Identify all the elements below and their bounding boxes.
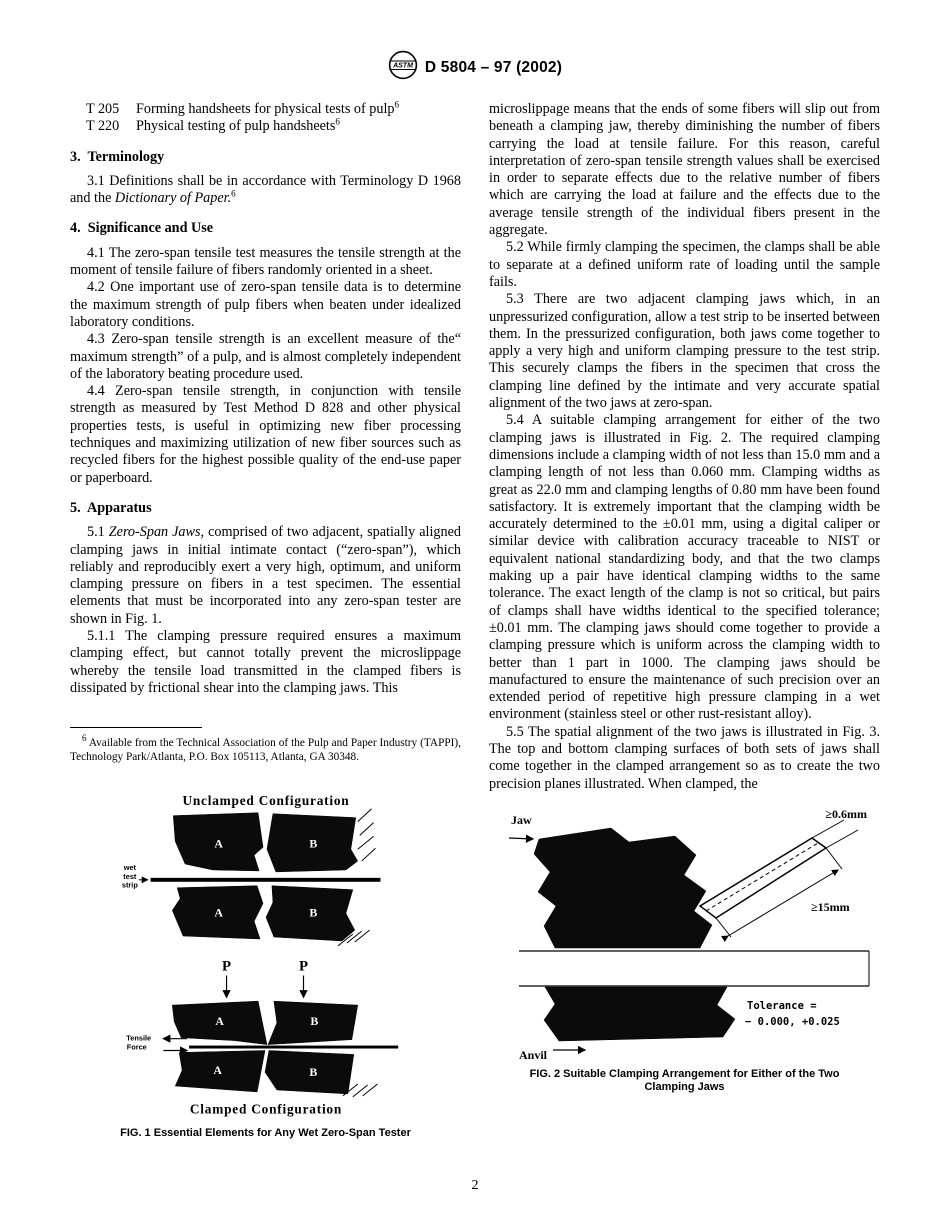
- paragraph-5-1-1: 5.1.1 The clamping pressure required ensures a maximum clamping effect, but cannot totally prevent the microslippage whereby the tensile load transmitted in the clamped fibers is dissipated by frictional shear into the clamping jaws. This: [70, 628, 461, 696]
- figure-1-illustration: [118, 792, 414, 1120]
- pressure-p-label: P: [298, 958, 308, 975]
- jaw-b-label: B: [309, 1014, 318, 1029]
- jaw-body-shape: [534, 828, 712, 948]
- paragraph-5-4: 5.4 A suitable clamping arrangement for either of the two clamping jaws is illustrated in Fig. 2. The required clamping dimensions include a clamping width of not less than 15.0 mm and a clamping length of not less than 0.060 mm. Clamping widths as great as 22.0 mm and clamping lengths of 0.80 mm have been found satisfactory. It is extremely important that the clamping width be accurately determined to the ±0.01 mm, using a digital caliper or similar device with calibration accuracy traceable to NIST or equivalent national standardizing body, and that the two clamps making up a pair have identical clamping widths to the same tolerance. The exact length of the clamp is not so critical, but pairs of clamps shall have widths identical to the specified tolerance; ±0.01 mm. The clamping jaws should come together to provide a clamping pressure which is uniform across the clamping width to better than 1 part in 1000. The clamping jaws should be manufactured to ensure the maintenance of such precision over an extended period of repetitive high pressure clamping in a wet environment (stainless steel or other rust-resistant alloy).: [489, 412, 880, 723]
- jaw-b-label: B: [308, 905, 317, 920]
- document-designation: D 5804 – 97 (2002): [424, 58, 563, 76]
- reference-text: [136, 101, 399, 118]
- figure-2-caption: [489, 1068, 880, 1095]
- jaw-a-label: A: [213, 836, 223, 851]
- two-column-body: [70, 101, 880, 1140]
- paragraph-text: 3.1 Definitions shall be in accordance with Terminology D 1968 and the: [70, 172, 461, 207]
- paragraph-5-1: [70, 524, 461, 628]
- astm-logo-text: ASTM: [392, 62, 413, 70]
- anvil-surface: [519, 951, 869, 986]
- dim-length-label: ≥15mm: [810, 899, 850, 914]
- footnote-marker: 6: [394, 99, 399, 110]
- wet-test-strip: [150, 878, 380, 882]
- footnote-marker: 6: [82, 733, 87, 744]
- right-column: [489, 101, 880, 1140]
- jaw-a-label: A: [212, 1063, 222, 1078]
- unclamped-configuration-label: Unclamped Configuration: [181, 793, 350, 809]
- jaw-callout: [509, 813, 533, 839]
- paragraph-5-1-1-continued: microslippage means that the ends of some fibers will slip out from beneath a clamping jaw, thereby diminishing the number of fibers carrying the load at tensile failure. For this reason, careful interpretation of zero-span tensile strength values shall be exercised in order to separate effects due to the relative number of fibers which are carrying the load at failure and the effects due to the average tensile strength of the individual fibers present in the aggregate.: [489, 101, 880, 239]
- section-4-heading: 4. Significance and Use: [70, 220, 214, 237]
- strip-label-line1: wet: [123, 863, 136, 873]
- paragraph-3-1: [70, 173, 461, 208]
- paragraph-text: , comprised of two adjacent, spatially aligned clamping jaws in initial intimate contact (“zero-span”), which reliably and reproducibly exert a very high, optimum, and uniform clamping pressure on fibers in a test specimen. The essential elements that must be incorporated into any zero-span tester are shown in Fig. 1.: [70, 524, 461, 627]
- anvil-callout: [519, 1048, 585, 1061]
- reference-item-t205: [70, 101, 461, 118]
- section-3-heading: 3. Terminology: [70, 148, 165, 165]
- footnote-divider: [70, 727, 202, 728]
- paragraph-4-3: 4.3 Zero-span tensile strength is an excellent measure of the“ maximum strength” of a pulp, and is almost completely independent of the laboratory beating procedure used.: [70, 331, 461, 382]
- figure-2: [489, 809, 880, 1095]
- tolerance-line1: Tolerance =: [746, 999, 817, 1012]
- left-column: [70, 101, 461, 1140]
- strip-label-line2: test: [122, 872, 136, 882]
- footnote-marker: 6: [335, 116, 340, 127]
- reference-item-t220: [70, 118, 461, 135]
- clamped-configuration-label: Clamped Configuration: [189, 1102, 342, 1118]
- footnote: [70, 733, 461, 764]
- figure-2-illustration: [495, 809, 875, 1061]
- clamping-pressure-arrows: [222, 959, 308, 998]
- tolerance-line2: − 0.000, +0.025: [744, 1015, 840, 1028]
- figure-2-caption-line2: Clamping Jaws: [644, 1081, 725, 1094]
- figure-2-caption-line1: FIG. 2 Suitable Clamping Arrangement for Either of the Two: [529, 1067, 840, 1080]
- dim-width-label: ≥0.6mm: [824, 808, 867, 821]
- tensile-force-label-line2: Force: [126, 1042, 147, 1052]
- paragraph-4-4: 4.4 Zero-span tensile strength, in conjunction with tensile strength as measured by Test Method D 828 and other physical properties tests, is useful in optimizing new fiber processing techniques and maximizing utilization of new fiber sources such as recycled fibers for the highest possible quality of the end-use paper or paperboard.: [70, 383, 461, 486]
- anvil-label: Anvil: [518, 1047, 547, 1061]
- jaw-label: Jaw: [510, 812, 532, 827]
- astm-logo-icon: [388, 50, 418, 85]
- reference-id: T 205: [86, 101, 120, 117]
- paragraph-number: 5.1: [87, 524, 109, 541]
- clamping-edge-bar: [700, 838, 826, 918]
- figure-1: [70, 792, 461, 1140]
- anvil-body-shape: [544, 987, 735, 1041]
- paragraph-4-2: 4.2 One important use of zero-span tensile data is to determine the maximum strength of pulp fibers when beaten under idealized laboratory conditions.: [70, 279, 461, 330]
- reference-id: T 220: [86, 118, 120, 135]
- paragraph-5-5: 5.5 The spatial alignment of the two jaws is illustrated in Fig. 3. The top and bottom clamping surfaces of both sets of jaws shall come together in the clamped arrangement so as to create the two precision planes illustrated. When clamped, the: [489, 723, 880, 792]
- page-number: 2: [471, 1178, 479, 1193]
- strip-label-line3: strip: [121, 881, 138, 891]
- tensile-force-label-line1: Tensile: [125, 1034, 151, 1044]
- jaw-a-label: A: [214, 1014, 224, 1029]
- paragraph-5-3: 5.3 There are two adjacent clamping jaws which, in an unpressurized configuration, allow a test strip to be inserted between them. In the pressurized configuration, both jaws come together to apply a very high and uniform clamping pressure to the test strip. This securely clamps the fibers in the specimen that cross the clamping line defined by the intimate and very accurate spatial alignment of the two jaws at zero-span.: [489, 291, 880, 412]
- italic-term: Dictionary of Paper.: [114, 190, 232, 207]
- support-hatching: [357, 809, 375, 861]
- section-5-heading: 5. Apparatus: [70, 499, 152, 516]
- jaw-a-label: A: [213, 905, 223, 920]
- reference-text: [136, 118, 340, 135]
- document-header: [0, 0, 950, 85]
- footnote-text: Available from the Technical Association of the Pulp and Paper Industry (TAPPI), Technology Park/Atlanta, P.O. Box 105113, Atlanta, GA 30348.: [70, 737, 461, 763]
- clamping-width-dimension: [812, 809, 867, 848]
- italic-term: Zero-Span Jaws: [108, 524, 201, 541]
- paragraph-5-2: 5.2 While firmly clamping the specimen, the clamps shall be able to separate at a defined uniform rate of loading until the sample fails.: [489, 239, 880, 290]
- unclamped-jaws-drawing: [121, 809, 380, 946]
- figure-1-caption: FIG. 1 Essential Elements for Any Wet Zero-Span Tester: [120, 1126, 411, 1139]
- reference-title: Forming handsheets for physical tests of pulp: [136, 101, 395, 117]
- footnote-marker: 6: [231, 188, 236, 199]
- pressure-p-label: P: [221, 958, 231, 975]
- tolerance-note: [745, 1000, 840, 1028]
- clamped-test-strip: [189, 1046, 398, 1049]
- paragraph-4-1: 4.1 The zero-span tensile test measures the tensile strength at the moment of tensile failure of fibers randomly oriented in a sheet.: [70, 244, 461, 279]
- reference-title: Physical testing of pulp handsheets: [136, 118, 336, 135]
- jaw-b-label: B: [308, 1065, 317, 1080]
- jaw-b-label: B: [308, 836, 317, 851]
- clamped-jaws-drawing: [126, 1002, 398, 1098]
